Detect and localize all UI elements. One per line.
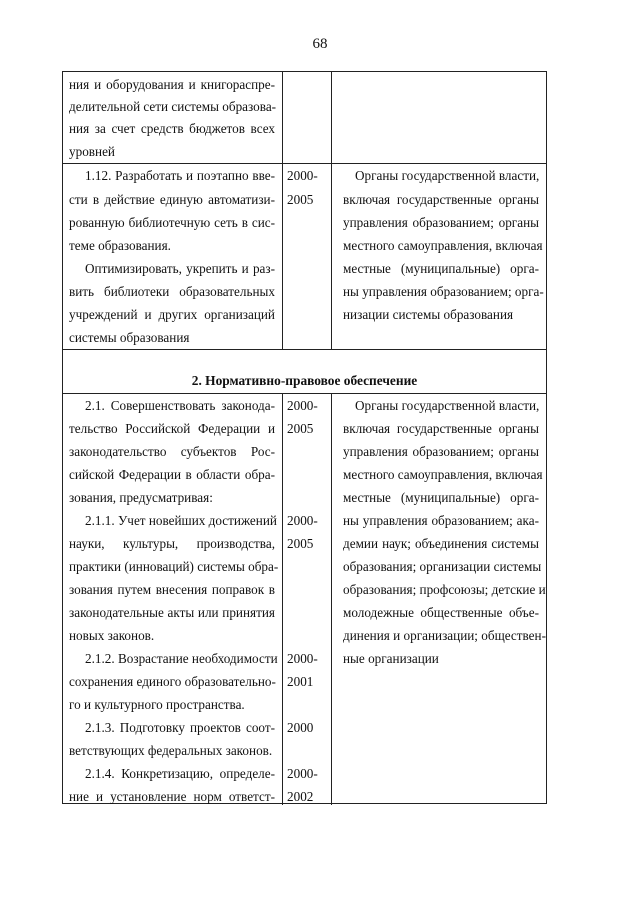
task-line: 1.12. Разработать и поэтапно вве- <box>85 168 275 183</box>
task-line: законодательство субъектов Рос- <box>69 444 275 459</box>
task-line: 2.1.1. Учет новейших достижений <box>85 513 277 528</box>
period-line: 2000- <box>287 398 318 413</box>
row-divider <box>63 349 546 350</box>
executor-line: управления образованием; органы <box>343 215 539 230</box>
period-line: 2000- <box>287 651 318 666</box>
task-line: сийской Федерации в области обра- <box>69 467 275 482</box>
executor-line: местного самоуправления, включая <box>343 467 543 482</box>
column-divider-2 <box>331 393 332 805</box>
row-divider <box>63 163 546 164</box>
task-line: теме образования. <box>69 238 171 253</box>
task-line: 2.1.2. Возрастание необходимости <box>85 651 278 666</box>
period-line: 2000- <box>287 513 318 528</box>
executor-line: ны управления образованием; ака- <box>343 513 539 528</box>
row-divider <box>63 393 546 394</box>
executor-line: демии наук; объединения системы <box>343 536 539 551</box>
executor-line: образования; профсоюзы; детские и <box>343 582 546 597</box>
period-line: 2000 <box>287 720 314 735</box>
period-line: 2002 <box>287 789 314 804</box>
task-line: тельство Российской Федерации и <box>69 421 275 436</box>
task-line: го и культурного пространства. <box>69 697 245 712</box>
task-line: практики (инноваций) системы обра- <box>69 559 279 574</box>
executor-line: ные организации <box>343 651 439 666</box>
task-line: сохранения единого образовательно- <box>69 674 276 689</box>
executor-line: включая государственные органы <box>343 421 539 436</box>
task-line: ния за счет средств бюджетов всех <box>69 121 275 136</box>
task-line: вить библиотеки образовательных <box>69 284 275 299</box>
executor-line: низации системы образования <box>343 307 514 322</box>
task-line: Оптимизировать, укрепить и раз- <box>85 261 275 276</box>
executor-line: ны управления образованием; орга- <box>343 284 544 299</box>
executor-line: Органы государственной власти, <box>355 168 540 183</box>
page-number: 68 <box>312 36 328 52</box>
executor-line: управления образованием; органы <box>343 444 539 459</box>
task-line: делительной сети системы образова- <box>69 99 277 114</box>
period-line: 2001 <box>287 674 314 689</box>
task-line: ние и установление норм ответст- <box>69 789 275 804</box>
executor-line: образования; организации системы <box>343 559 542 574</box>
period-line: 2000- <box>287 168 318 183</box>
executor-line: включая государственные органы <box>343 192 539 207</box>
task-line: ветствующих федеральных законов. <box>69 743 273 758</box>
task-line: рованную библиотечную сеть в сис- <box>69 215 275 230</box>
task-line: системы образования <box>69 330 190 345</box>
task-line: 2.1.4. Конкретизацию, определе- <box>85 766 275 781</box>
task-line: 2.1.3. Подготовку проектов соот- <box>85 720 275 735</box>
executor-line: молодежные общественные объе- <box>343 605 539 620</box>
section-title: 2. Нормативно-правовое обеспечение <box>191 373 418 388</box>
executor-line: динения и организации; обществен- <box>343 628 546 643</box>
column-divider-2 <box>331 72 332 349</box>
executor-line: местные (муниципальные) орга- <box>343 261 539 276</box>
task-line: науки, культуры, производства, <box>69 536 275 551</box>
task-line: зования, предусматривая: <box>69 490 213 505</box>
task-line: учреждений и других организаций <box>69 307 275 322</box>
task-line: законодательные акты или принятия <box>69 605 275 620</box>
task-line: новых законов. <box>69 628 155 643</box>
period-line: 2005 <box>287 192 314 207</box>
period-line: 2005 <box>287 536 314 551</box>
task-line: уровней <box>69 144 115 159</box>
executor-line: местные (муниципальные) орга- <box>343 490 539 505</box>
task-line: зования путем внесения поправок в <box>69 582 275 597</box>
period-line: 2005 <box>287 421 314 436</box>
task-line: 2.1. Совершенствовать законода- <box>85 398 275 413</box>
task-line: сти в действие единую автоматизи- <box>69 192 275 207</box>
task-line: ния и оборудования и книгораспре- <box>69 77 275 92</box>
column-divider-1 <box>282 72 283 349</box>
executor-line: Органы государственной власти, <box>355 398 540 413</box>
period-line: 2000- <box>287 766 318 781</box>
executor-line: местного самоуправления, включая <box>343 238 543 253</box>
plan-table <box>62 71 547 804</box>
column-divider-1 <box>282 393 283 805</box>
